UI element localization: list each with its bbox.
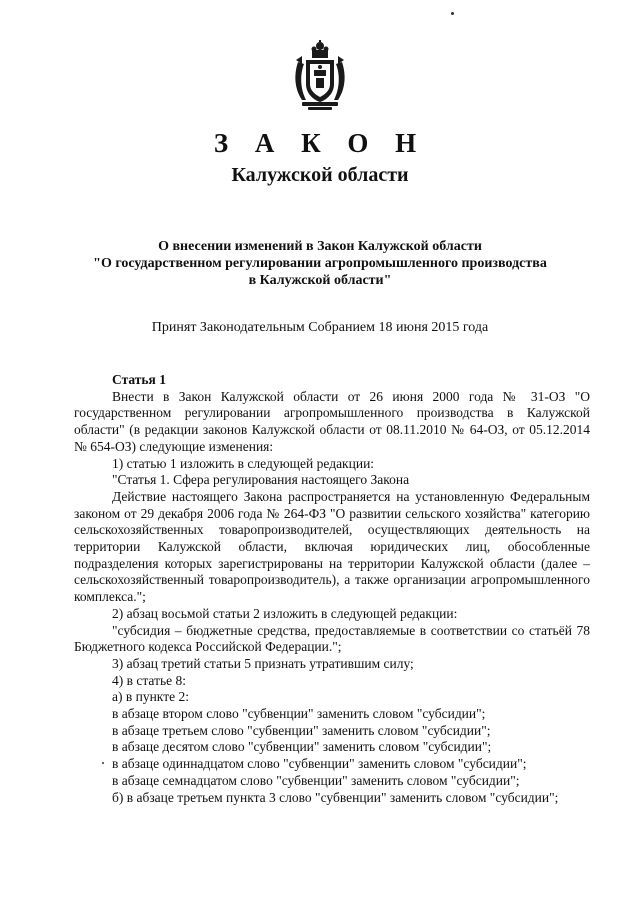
paragraph: в абзаце третьем слово "субвенции" заменить словом "субсидии"; <box>112 722 491 738</box>
law-heading <box>90 238 550 289</box>
paragraph: Действие настоящего Закона распространяется на установленную Федеральным законом от 29 декабря 2006 года № 264-ФЗ "О развитии сельского хозяйства" категорию сельскохозяйственных товаропроизводителей, осуществляющих деятельность на территории Калужской области, включая юридических лиц, обособленные подразделения которых зарегистрированы на территории Калужской области (далее – сельскохозяйственный товаропроизводитель), а также организации агропромышленного комплекса."; <box>74 488 590 605</box>
adoption-line: Принят Законодательным Собранием 18 июня 2015 года <box>151 320 489 335</box>
law-title: З А К О Н <box>213 128 427 158</box>
coat-of-arms-icon <box>292 40 348 112</box>
paragraph: в абзаце десятом слово "субвенции" заменить словом "субсидии"; <box>112 739 492 755</box>
paragraph: а) в пункте 2: <box>112 689 189 705</box>
heading-line: "О государственном регулировании агропромышленного производства <box>93 256 547 271</box>
paragraph: б) в абзаце третьем пункта 3 слово "субвенции" заменить словом "субсидии"; <box>112 789 559 805</box>
paragraph: в абзаце одиннадцатом слово "субвенции" заменить словом "субсидии"; <box>112 756 527 772</box>
paragraph: 3) абзац третий статьи 5 признать утратившим силу; <box>112 655 414 671</box>
paragraph: в абзаце втором слово "субвенции" заменить словом "субсидии"; <box>112 706 486 722</box>
document-body <box>74 372 590 806</box>
heading-line: в Калужской области" <box>248 273 392 288</box>
paragraph: "Статья 1. Сфера регулирования настоящего Закона <box>112 472 410 488</box>
paragraph: в абзаце семнадцатом слово "субвенции" заменить словом "субсидии"; <box>112 772 520 788</box>
paragraph: Внести в Закон Калужской области от 26 июня 2000 года № 31-ОЗ "О государственном регулировании агропромышленного производства в Калужской области" (в редакции законов Калужской области от 08.11.2010 № 64-ОЗ, от 05.12.2014 № 654-ОЗ) следующие изменения: <box>74 388 590 454</box>
paragraph: 2) абзац восьмой статьи 2 изложить в следующей редакции: <box>112 605 458 621</box>
article-title: Статья 1 <box>112 372 166 387</box>
paragraph: 4) в статье 8: <box>112 672 186 688</box>
paragraph: 1) статью 1 изложить в следующей редакции: <box>112 455 375 471</box>
paragraph: "субсидия – бюджетные средства, предоставляемые в соответствии со статьёй 78 Бюджетного кодекса Российской Федерации."; <box>74 622 590 655</box>
region-title: Калужской области <box>231 164 409 186</box>
heading-line: О внесении изменений в Закон Калужской области <box>158 239 482 254</box>
scan-speck <box>451 12 454 15</box>
